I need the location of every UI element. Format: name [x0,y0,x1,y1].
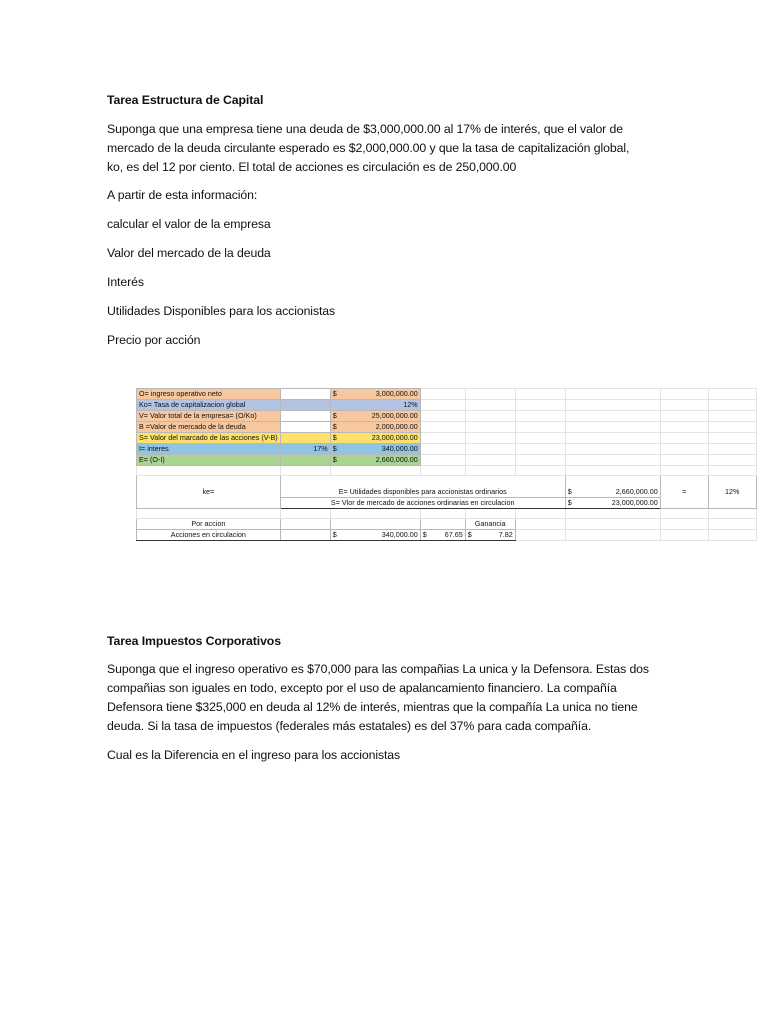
ke-numerator-value[interactable] [565,476,660,498]
empty-cell[interactable] [660,466,708,476]
empty-cell[interactable] [660,519,708,530]
empty-cell[interactable] [565,455,660,466]
cell-currency: $ [567,487,572,496]
empty-cell[interactable] [660,433,708,444]
empty-cell[interactable] [660,422,708,433]
sheet-row-per-share-header [137,519,757,530]
section2-paragraph-line-4: deuda. Si la tasa de impuestos (federales más estatales) es del 37% para cada compañía. [107,719,592,733]
cell-label[interactable]: O= ingreso operativo neto [137,389,281,400]
empty-cell[interactable] [465,433,515,444]
cell-amount: 7.82 [498,530,513,539]
empty-cell[interactable] [465,509,515,519]
empty-cell[interactable] [420,389,465,400]
sheet-row-spacer [137,509,757,519]
cell-amount: 2,660,000.00 [375,455,418,464]
empty-cell[interactable] [515,455,565,466]
empty-cell[interactable] [660,444,708,455]
empty-cell[interactable] [330,519,420,530]
empty-cell[interactable] [660,400,708,411]
section1-paragraph-line-3: ko, es del 12 por ciento. El total de acciones es circulación es de 250,000.00 [107,160,517,174]
empty-cell[interactable] [280,509,330,519]
empty-cell[interactable] [708,411,756,422]
cell-currency: $ [467,530,472,539]
cell-value[interactable] [330,400,420,411]
cell-value[interactable] [330,444,420,455]
cell-amount: 2,660,000.00 [615,487,658,496]
per-share-label[interactable]: Por accion [137,519,281,530]
section2-paragraph-line-3: Defensora tiene $325,000 en deuda al 12% de interés, mientras que la compañía La unica no tiene [107,700,638,714]
cell-currency: $ [332,389,337,398]
cell-currency: $ [332,411,337,420]
sheet-row-i [137,444,757,455]
question-item-4: Utilidades Disponibles para los accionistas [107,304,336,318]
empty-cell[interactable] [515,444,565,455]
cell-currency: $ [332,422,337,431]
sheet-row-v [137,411,757,422]
ke-denominator-value[interactable] [565,498,660,509]
empty-cell[interactable] [708,389,756,400]
sheet-row-e [137,455,757,466]
cell-amount: 23,000,000.00 [371,433,418,442]
empty-cell[interactable] [660,389,708,400]
empty-cell[interactable] [420,400,465,411]
question-item-2: Valor del mercado de la deuda [107,246,271,260]
cell-currency: $ [422,530,427,539]
section2-paragraph-line-1: Suponga que el ingreso operativo es $70,000 para las compañias La unica y la Defensora. Estas dos [107,662,649,676]
cell-label[interactable]: B =Valor de mercado de la deuda [137,422,281,433]
cell-amount: 340,000.00 [381,530,418,539]
cell-currency: $ [332,455,337,464]
empty-cell[interactable] [565,433,660,444]
section1-paragraph-line-1: Suponga que una empresa tiene una deuda de $3,000,000.00 al 17% de interés, que el valor de [107,122,623,136]
empty-cell[interactable] [708,530,756,541]
cell-pct[interactable]: 17% [280,444,330,455]
empty-cell[interactable] [515,422,565,433]
empty-cell[interactable] [565,422,660,433]
empty-cell[interactable] [660,411,708,422]
empty-cell[interactable] [420,444,465,455]
cell-amount: 25,000,000.00 [371,411,418,420]
empty-cell[interactable] [515,466,565,476]
empty-cell[interactable] [280,466,330,476]
empty-cell[interactable] [708,433,756,444]
empty-cell[interactable] [565,411,660,422]
empty-cell[interactable] [420,433,465,444]
empty-cell[interactable] [280,530,330,541]
empty-cell[interactable] [660,530,708,541]
cell-amount: 23,000,000.00 [611,498,658,507]
price-per-share[interactable] [420,530,465,541]
cell-amount: 12% [403,400,418,409]
empty-cell[interactable] [465,466,515,476]
empty-cell[interactable] [465,411,515,422]
empty-cell[interactable] [708,509,756,519]
section1-intro: A partir de esta información: [107,188,258,202]
empty-cell[interactable] [465,389,515,400]
cell-pct[interactable] [280,400,330,411]
cell-value[interactable] [330,433,420,444]
empty-cell[interactable] [515,530,565,541]
empty-cell[interactable] [660,509,708,519]
cell-pct[interactable] [280,433,330,444]
empty-cell[interactable] [565,519,660,530]
cell-currency: $ [332,433,337,442]
empty-cell[interactable] [708,422,756,433]
cell-pct[interactable] [280,389,330,400]
sheet-row-ko [137,400,757,411]
ke-denominator-text[interactable]: S= Vlor de mercado de acciones ordinarias en circulacion [280,498,565,509]
gain-label[interactable]: Ganancia [465,519,515,530]
question-item-1: calcular el valor de la empresa [107,217,271,231]
cell-pct[interactable] [280,411,330,422]
sheet-row-ke-numerator [137,476,757,498]
cell-amount: 340,000.00 [381,444,418,453]
empty-cell[interactable] [420,422,465,433]
empty-cell[interactable] [565,509,660,519]
empty-cell[interactable] [515,389,565,400]
empty-cell[interactable] [465,422,515,433]
cell-label[interactable]: S= Valor del marcado de las acciones (V-B) [137,433,281,444]
sheet-row-s [137,433,757,444]
section2-question: Cual es la Diferencia en el ingreso para los accionistas [107,748,401,762]
empty-cell[interactable] [465,455,515,466]
cell-currency: $ [332,444,337,453]
empty-cell[interactable] [420,509,465,519]
cell-value[interactable] [330,422,420,433]
empty-cell[interactable] [420,466,465,476]
empty-cell[interactable] [660,455,708,466]
cell-label[interactable]: V= Valor total de la empresa= (O/Ko) [137,411,281,422]
ke-equals[interactable]: = [660,476,708,509]
empty-cell[interactable] [515,509,565,519]
ke-result[interactable]: 12% [708,476,756,509]
empty-cell[interactable] [565,444,660,455]
cell-value[interactable] [330,455,420,466]
section2-paragraph-line-2: compañias son iguales en todo, excepto por el uso de apalancamiento financiero. La compañía [107,681,617,695]
empty-cell[interactable] [515,519,565,530]
gain-per-share[interactable] [465,530,515,541]
empty-cell[interactable] [137,466,281,476]
spreadsheet-table [136,388,757,541]
empty-cell[interactable] [280,519,330,530]
empty-cell[interactable] [330,466,420,476]
empty-cell[interactable] [420,519,465,530]
sheet-row-spacer [137,466,757,476]
empty-cell[interactable] [708,455,756,466]
empty-cell[interactable] [330,509,420,519]
empty-cell[interactable] [708,444,756,455]
question-item-3: Interés [107,275,144,289]
cell-value[interactable] [330,389,420,400]
empty-cell[interactable] [565,530,660,541]
empty-cell[interactable] [565,466,660,476]
cell-value[interactable] [330,411,420,422]
cell-currency: $ [332,530,337,539]
empty-cell[interactable] [465,444,515,455]
sheet-row-shares-outstanding [137,530,757,541]
cell-amount: 2,000,000.00 [375,422,418,431]
ke-numerator-text[interactable]: E= Utilidades disponibles para accionistas ordinarios [280,476,565,498]
question-item-5: Precio por acción [107,333,201,347]
shares-outstanding-label[interactable]: Acciones en circulacion [137,530,281,541]
interest-amount[interactable] [330,530,420,541]
empty-cell[interactable] [515,411,565,422]
empty-cell[interactable] [708,519,756,530]
ke-label[interactable]: ke= [137,476,281,509]
cell-currency: $ [567,498,572,507]
cell-label[interactable]: Ko= Tasa de capitalizacion global [137,400,281,411]
sheet-row-b [137,422,757,433]
empty-cell[interactable] [420,411,465,422]
cell-pct[interactable] [280,455,330,466]
empty-cell[interactable] [515,400,565,411]
sheet-row-o [137,389,757,400]
empty-cell[interactable] [137,509,281,519]
empty-cell[interactable] [565,400,660,411]
section1-paragraph-line-2: mercado de la deuda circulante esperado es $2,000,000.00 y que la tasa de capitalización global, [107,141,630,155]
cell-label[interactable]: I= interes [137,444,281,455]
empty-cell[interactable] [515,433,565,444]
empty-cell[interactable] [420,455,465,466]
empty-cell[interactable] [708,400,756,411]
section2-title: Tarea Impuestos Corporativos [107,634,281,648]
empty-cell[interactable] [708,466,756,476]
cell-pct[interactable] [280,422,330,433]
cell-label[interactable]: E= (O-I) [137,455,281,466]
cell-amount: 67.65 [444,530,463,539]
cell-amount: 3,000,000.00 [375,389,418,398]
empty-cell[interactable] [565,389,660,400]
empty-cell[interactable] [465,400,515,411]
section1-title: Tarea Estructura de Capital [107,93,264,107]
